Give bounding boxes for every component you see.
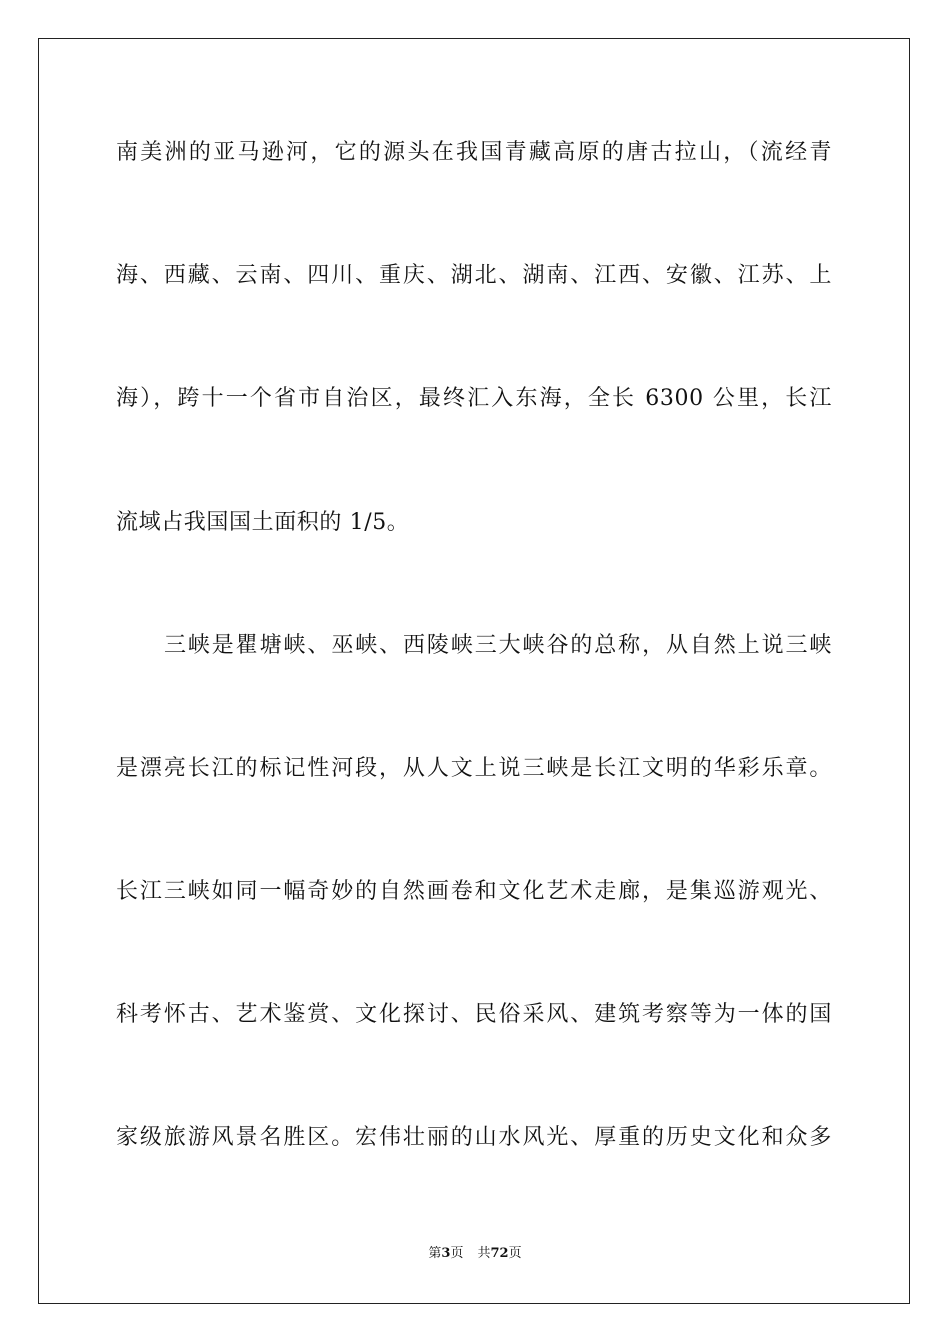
text-line: 海、西藏、云南、四川、重庆、湖北、湖南、江西、安徽、江苏、上 (116, 263, 832, 288)
text-line: 海），跨十一个省市自治区，最终汇入东海，全长 6300 公里，长江 (116, 386, 832, 411)
page-prefix: 第 (428, 1246, 442, 1261)
text-line: 流域占我国国土面积的 1/5。 (116, 510, 410, 535)
page-suffix: 页 (450, 1246, 464, 1261)
total-prefix: 共 (477, 1246, 491, 1261)
text-line: 家级旅游风景名胜区。宏伟壮丽的山水风光、厚重的历史文化和众多 (116, 1125, 832, 1150)
page-total: 72 (490, 1246, 509, 1261)
text-line: 科考怀古、艺术鉴赏、文化探讨、民俗采风、建筑考察等为一体的国 (116, 1002, 832, 1027)
page-border (38, 38, 910, 1304)
total-suffix: 页 (508, 1246, 522, 1261)
page-footer (0, 1245, 950, 1263)
text-line: 长江三峡如同一幅奇妙的自然画卷和文化艺术走廊，是集巡游观光、 (116, 879, 832, 904)
page-current: 3 (441, 1246, 451, 1261)
text-line: 南美洲的亚马逊河，它的源头在我国青藏高原的唐古拉山，（流经青 (116, 140, 832, 165)
text-line: 三峡是瞿塘峡、巫峡、西陵峡三大峡谷的总称，从自然上说三峡 (164, 633, 832, 658)
text-line: 是漂亮长江的标记性河段，从人文上说三峡是长江文明的华彩乐章。 (116, 756, 832, 781)
